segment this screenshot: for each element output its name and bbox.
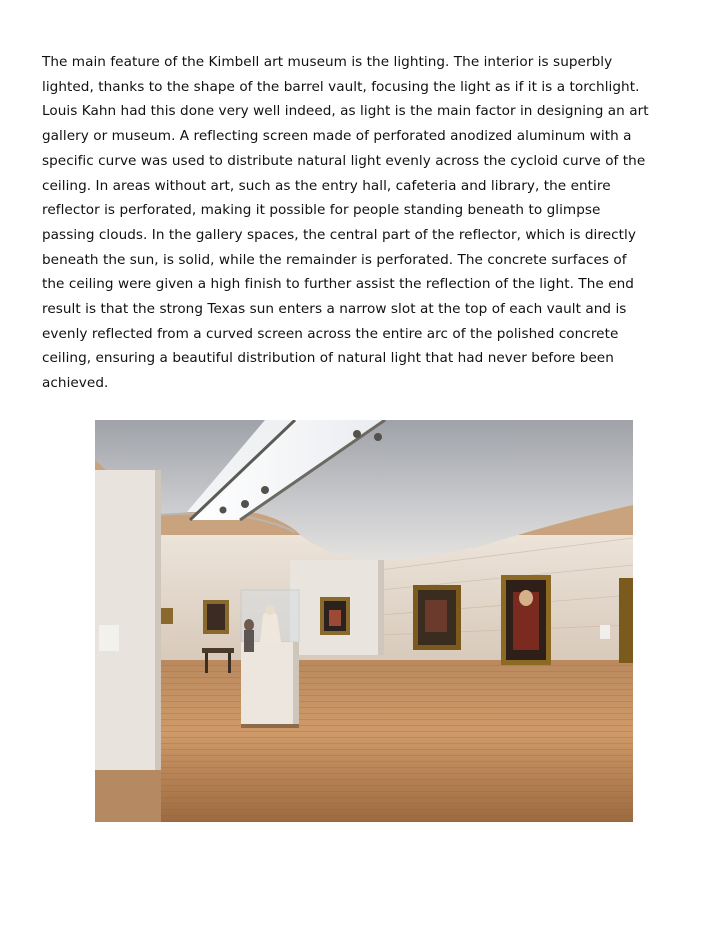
paragraph-line: result is that the strong Texas sun enters a narrow slot at the top of each vault and is (42, 301, 627, 318)
paragraph-line: ceiling. In areas without art, such as the entry hall, cafeteria and library, the entire (42, 177, 611, 194)
body-paragraph (42, 50, 692, 396)
spotlight-icon (261, 486, 269, 494)
paragraph-line: evenly reflected from a curved screen across the entire arc of the polished concrete (42, 325, 619, 342)
gallery-illustration (95, 420, 633, 822)
pedestal (241, 642, 299, 724)
paragraph-line: lighted, thanks to the shape of the barrel vault, focusing the light as if it is a torchlight. (42, 78, 640, 95)
paragraph-line: gallery or museum. A reflecting screen made of perforated anodized aluminum with a (42, 128, 632, 145)
paragraph-line: achieved. (42, 375, 109, 392)
paragraph-line: ceiling, ensuring a beautiful distribution of natural light that had never before been (42, 350, 614, 367)
paragraph-line: specific curve was used to distribute natural light evenly across the cycloid curve of the (42, 152, 646, 169)
spotlight-icon (241, 500, 249, 508)
foreground-wall (95, 470, 160, 770)
paragraph-line: beneath the sun, is solid, while the remainder is perforated. The concrete surfaces of (42, 251, 627, 268)
paragraph-line: reflector is perforated, making it possible for people standing beneath to glimpse (42, 202, 601, 219)
spotlight-icon (220, 507, 227, 514)
paragraph-line: passing clouds. In the gallery spaces, the central part of the reflector, which is directly (42, 226, 636, 243)
spotlight-icon (353, 430, 361, 438)
paragraph-line: The main feature of the Kimbell art museum is the lighting. The interior is superbly (42, 54, 613, 70)
bench (202, 648, 234, 653)
spotlight-icon (374, 433, 382, 441)
gallery-photo (95, 420, 633, 822)
paragraph-line: Louis Kahn had this done very well indeed, as light is the main factor in designing an art (42, 103, 649, 120)
wall-text-panel (99, 625, 119, 651)
paragraph-line: the ceiling were given a high finish to further assist the reflection of the light. The end (42, 276, 634, 293)
